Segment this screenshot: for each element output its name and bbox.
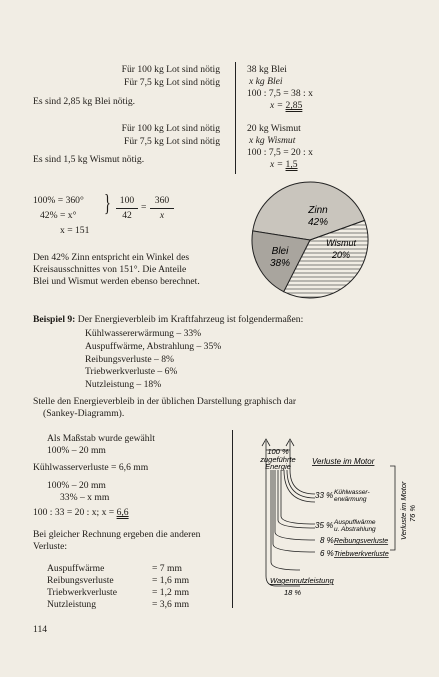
frac1-den: 42 [122, 210, 132, 221]
pie-label-wismut-pct: 20% [331, 250, 351, 260]
pie-label-wismut: Wismut [326, 238, 356, 248]
sankey-auspuff-2: u. Abstrahlung [334, 526, 376, 533]
result-blei: Es sind 2,85 kg Blei nötig. [33, 96, 136, 107]
prop-line-2: 33% – x mm [60, 492, 110, 503]
lot-line-2: Für 7,5 kg Lot sind nötig [124, 77, 220, 88]
sankey-auspuff-pct: 35 % [315, 521, 334, 530]
same-line-1: Bei gleicher Rechnung ergeben die anderen [33, 529, 201, 540]
frac1-bar [116, 208, 138, 209]
energy-item: Auspuffwärme, Abstrahlung – 35% [85, 340, 222, 352]
sankey-motor-total-1: Verluste im Motor [399, 481, 408, 540]
sankey-kuehl-2: erwärmung [334, 496, 367, 503]
sankey-reib: Reibungsverluste [334, 538, 389, 545]
flow-auspuff-outer [281, 470, 315, 524]
energy-item: Reibungsverluste – 8% [85, 353, 174, 365]
column-divider-top [235, 62, 236, 174]
angle-text-1: Den 42% Zinn entspricht ein Winkel des [33, 252, 190, 263]
loss-value: = 3,6 mm [152, 599, 190, 610]
sankey-nutz-pct: 18 % [284, 588, 302, 597]
angle-result: x = 151 [60, 225, 90, 236]
sankey-kuehl-1: Kühlwasser- [334, 489, 370, 496]
scale-line-1: Als Maßstab wurde gewählt [47, 433, 155, 444]
energy-item: Nutzleistung – 18% [85, 379, 162, 391]
lot-line-4: Für 7,5 kg Lot sind nötig [124, 136, 220, 147]
loss-value: = 1,2 mm [152, 587, 190, 598]
sankey-nutz: Wagennutzleistung [270, 576, 334, 585]
blei-line-2: x kg Blei [249, 76, 283, 87]
angle-text-3: Blei und Wismut werden ebenso berechnet. [33, 276, 200, 287]
loss-name: Triebwerkverluste [47, 587, 117, 598]
energy-item: Triebwerkverluste – 6% [85, 366, 178, 378]
lot-line-1: Für 100 kg Lot sind nötig [121, 64, 220, 75]
scale-line-2: 100% – 20 mm [47, 445, 106, 456]
energy-item: Kühlwassererwärmung – 33% [85, 328, 202, 339]
angle-text-2: Kreisausschnittes von 151°. Die Anteile [33, 264, 187, 275]
sankey-reib-pct: 8 % [320, 536, 334, 545]
blei-result-prefix: x = [270, 100, 286, 111]
blei-result-value: 2,85 [285, 100, 303, 111]
sankey-auspuff-1: Auspuffwärme [334, 519, 376, 526]
angle-row-2: 42% = x° [40, 210, 77, 221]
flow-auspuff-inner [278, 470, 315, 528]
lot-line-3: Für 100 kg Lot sind nötig [121, 123, 220, 134]
kuehl-line: Kühlwasserverluste = 6,6 mm [33, 462, 149, 473]
wismut-result-prefix: x = [270, 159, 286, 170]
frac2-num: 360 [154, 195, 170, 206]
prop-prefix: 100 : 33 = 20 : x; x = [33, 507, 117, 518]
sankey-motor-losses: Verluste im Motor [312, 457, 375, 466]
same-line-2: Verluste: [33, 541, 68, 552]
blei-line-3: 100 : 7,5 = 38 : x [247, 88, 313, 99]
wismut-line-1: 20 kg Wismut [247, 123, 301, 134]
blei-line-4 [270, 100, 302, 112]
equals-sign: = [141, 202, 147, 213]
result-wismut: Es sind 1,5 kg Wismut nötig. [33, 154, 145, 165]
pie-label-zinn-pct: 42% [307, 217, 329, 228]
example9-line [33, 314, 303, 326]
sankey-kuehl-pct: 33 % [315, 491, 334, 500]
task-line-2: (Sankey-Diagramm). [43, 408, 125, 419]
prop-line-1: 100% – 20 mm [47, 480, 106, 491]
pie-chart [250, 180, 370, 300]
wismut-line-3: 100 : 7,5 = 20 : x [247, 147, 313, 158]
sankey-input-pct: 100 % [267, 447, 289, 456]
column-divider-bottom [232, 430, 233, 608]
wismut-line-2: x kg Wismut [249, 135, 296, 146]
pie-label-blei-pct: 38% [269, 258, 291, 269]
page-number: 114 [33, 624, 48, 635]
wismut-line-4 [270, 159, 298, 171]
loss-value: = 7 mm [152, 563, 182, 574]
sankey-motor-total-2: 76 % [408, 504, 417, 522]
loss-name: Nutzleistung [47, 599, 97, 610]
motor-bracket [390, 466, 395, 550]
flow-kuehl-inner-2 [284, 470, 315, 502]
task-line-1: Stelle den Energieverbleib in der üblichen Darstellung graphisch dar [33, 396, 297, 407]
sankey-trieb: Triebwerkverluste [334, 551, 389, 558]
pie-label-blei: Blei [271, 246, 289, 257]
frac2-den: x [159, 210, 165, 221]
frac2-bar [150, 208, 174, 209]
loss-name: Auspuffwärme [47, 563, 105, 574]
sankey-trieb-pct: 6 % [320, 549, 334, 558]
pie-label-zinn: Zinn [308, 205, 328, 216]
sankey-diagram [240, 436, 420, 606]
wismut-result-value: 1,5 [285, 159, 298, 170]
example9-intro: Der Energieverbleib im Kraftfahrzeug ist folgendermaßen: [77, 314, 304, 325]
prop-value: 6,6 [116, 507, 129, 518]
prop-line-3 [33, 507, 129, 519]
sankey-input-label-2: Energie [265, 462, 291, 471]
blei-line-1: 38 kg Blei [247, 64, 287, 75]
sankey-input-label-1: zugeführte [260, 455, 296, 464]
angle-row-1: 100% = 360° [33, 195, 84, 206]
example9-heading: Beispiel 9: [33, 314, 76, 325]
brace: } [104, 191, 111, 217]
loss-value: = 1,6 mm [152, 575, 190, 586]
frac1-num: 100 [119, 195, 135, 206]
loss-name: Reibungsverluste [47, 575, 114, 586]
